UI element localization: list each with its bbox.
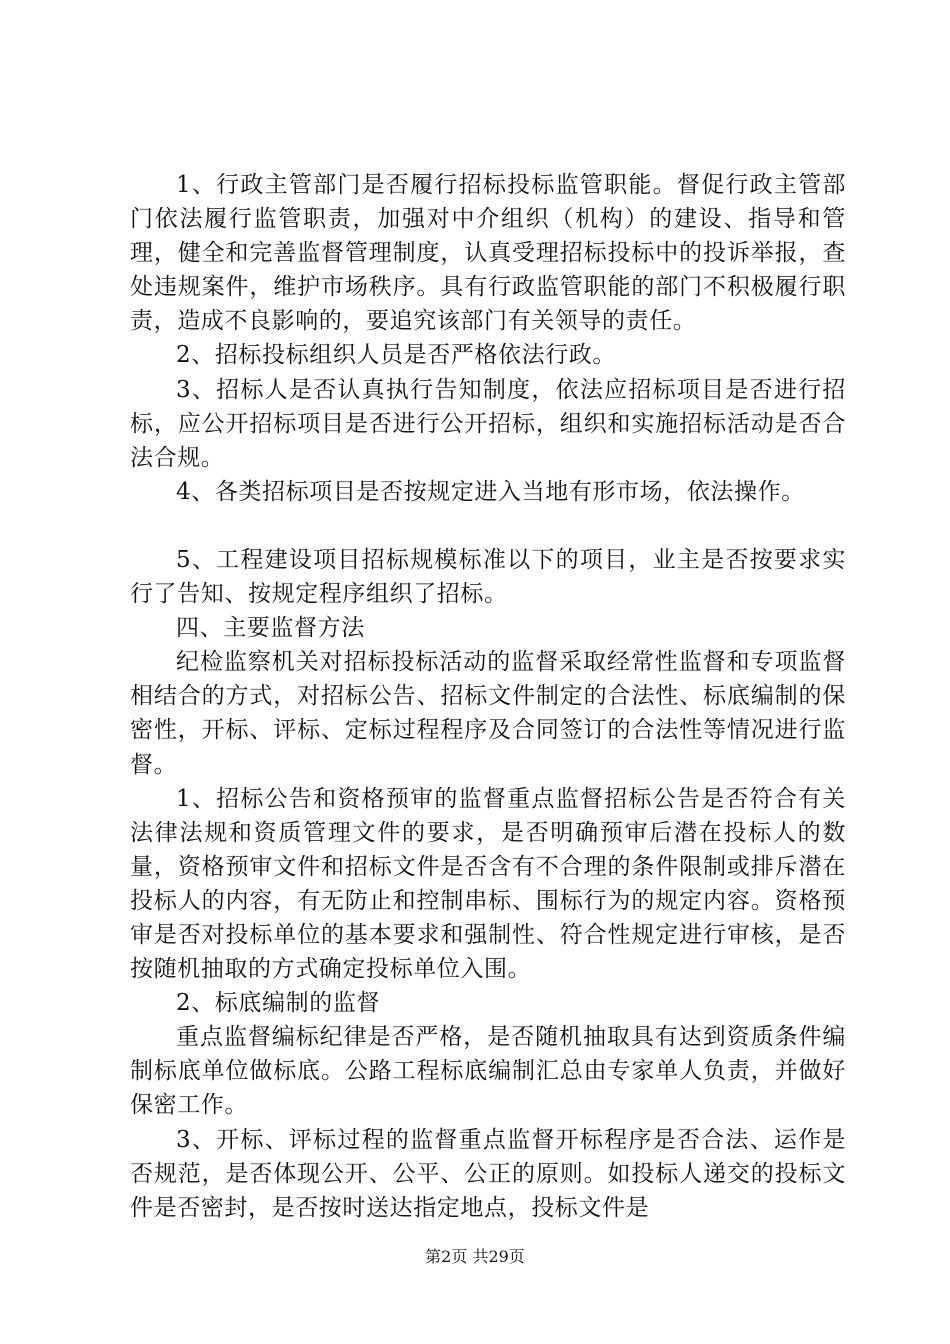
paragraph-notification-system: 3、招标人是否认真执行告知制度，依法应招标项目是否进行招标，应公开招标项目是否进行公开招标，组织和实施招标活动是否合法合规。: [130, 376, 846, 471]
subheading-base-price: 2、标底编制的监督: [176, 990, 381, 1017]
paragraph-base-price: 重点监督编标纪律是否严格，是否随机抽取具有达到资质条件编制标底单位做标底。公路工程标底编制汇总由专家单人负责，并做好保密工作。: [130, 1024, 846, 1119]
section-heading-methods: 四、主要监督方法: [176, 615, 365, 642]
paragraph-duty-performance: 1、行政主管部门是否履行招标投标监管职能。督促行政主管部门依法履行监管职责，加强对中介组织（机构）的建设、指导和管理，健全和完善监督管理制度，认真受理招标投标中的投诉举报，查处违规案件，维护市场秩序。具有行政监管职能的部门不积极履行职责，造成不良影响的，要追究该部门有关领导的责任。: [130, 172, 846, 335]
paragraph-market-entry: 4、各类招标项目是否按规定进入当地有形市场，依法操作。: [176, 478, 805, 505]
paragraph-methods-intro: 纪检监察机关对招标投标活动的监督采取经常性监督和专项监督相结合的方式，对招标公告、招标文件制定的合法性、标底编制的保密性，开标、评标、定标过程程序及合同签订的合法性等情况进行监督。: [130, 649, 846, 778]
page-number: 第2页 共29页: [425, 1247, 525, 1266]
paragraph-bid-opening: 3、开标、评标过程的监督重点监督开标程序是否合法、运作是否规范，是否体现公开、公平、公正的原则。如投标人递交的投标文件是否密封，是否按时送达指定地点，投标文件是: [130, 1126, 846, 1221]
paragraph-below-threshold: 5、工程建设项目招标规模标准以下的项目，业主是否按要求实行了告知、按规定程序组织了招标。: [130, 546, 846, 608]
document-body: [130, 168, 846, 1225]
paragraph-prequalification: 1、招标公告和资格预审的监督重点监督招标公告是否符合有关法律法规和资质管理文件的要求，是否明确预审后潜在投标人的数量，资格预审文件和招标文件是否含有不合理的条件限制或排斥潜在投标人的内容，有无防止和控制串标、围标行为的规定内容。资格预审是否对投标单位的基本要求和强制性、符合性规定进行审核，是否按随机抽取的方式确定投标单位入围。: [130, 785, 846, 983]
paragraph-staff-compliance: 2、招标投标组织人员是否严格依法行政。: [176, 342, 617, 369]
